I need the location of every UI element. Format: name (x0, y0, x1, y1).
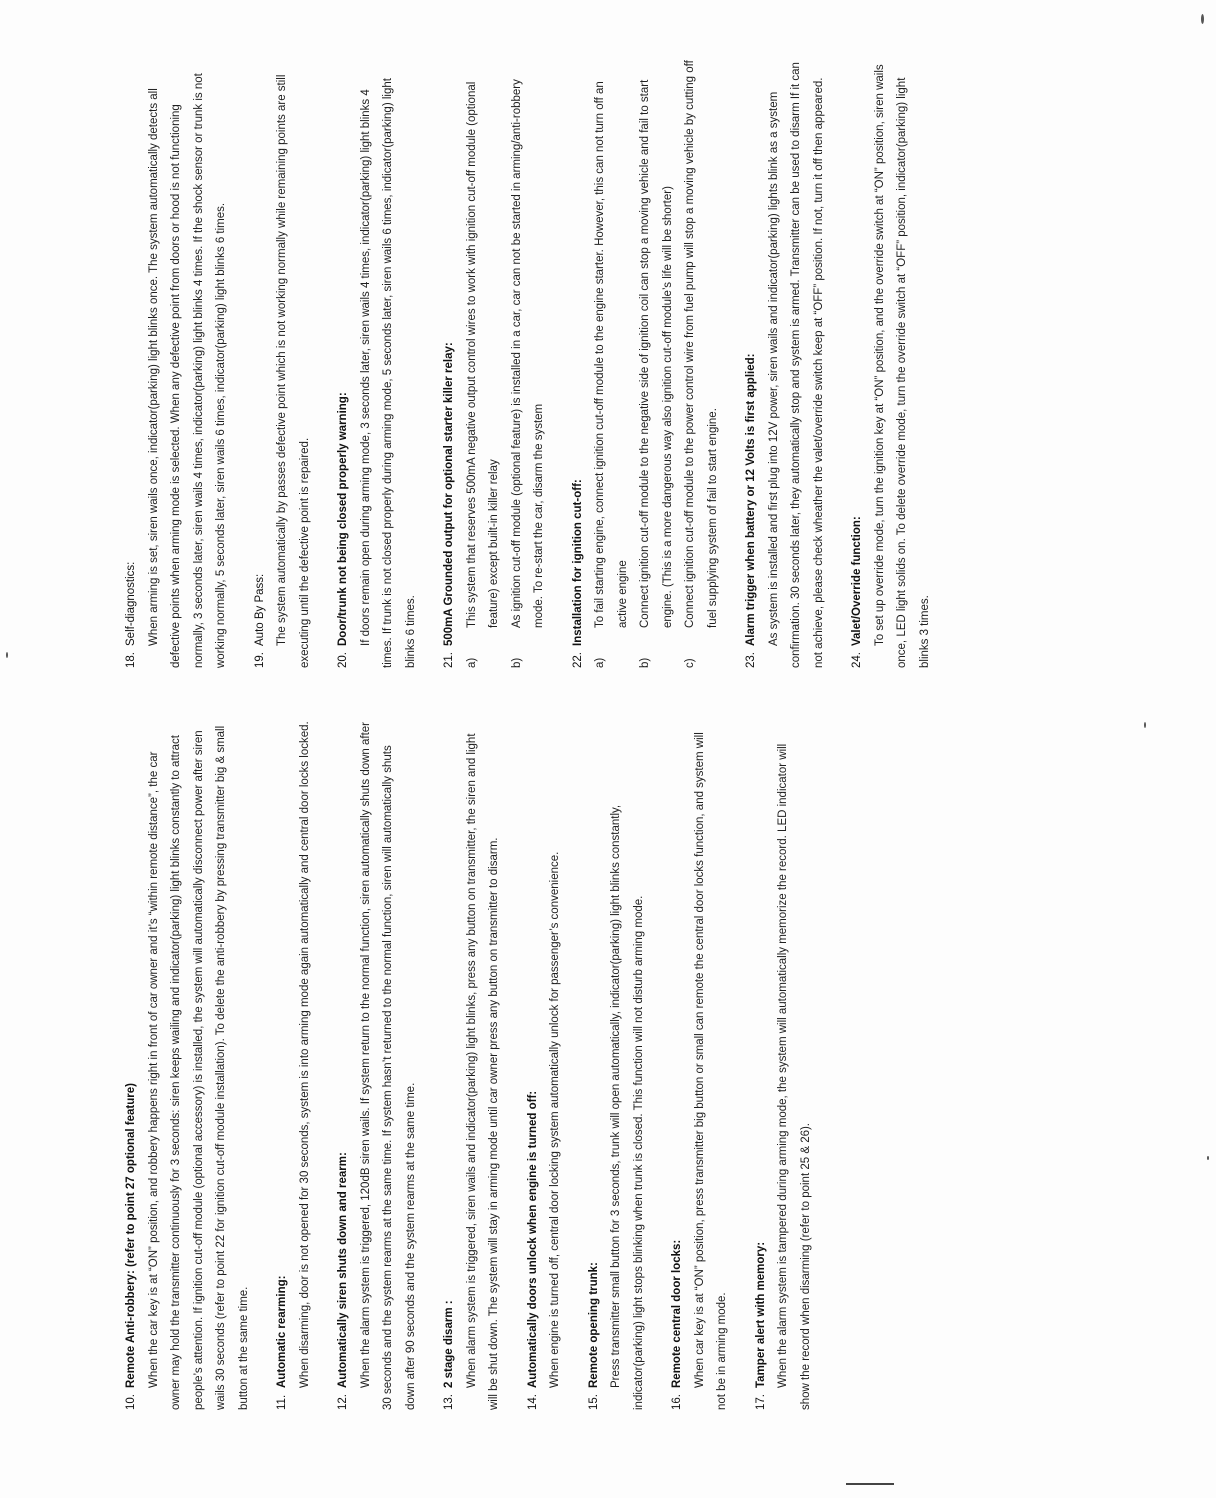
section-heading (438, 718, 461, 1410)
section-number: 15. (587, 1394, 600, 1410)
section-12 (332, 718, 422, 1410)
section-body: Press transmitter small button for 3 seconds, trunk will open automatically, indicator(parking) light blinks constantly, indicator(parking) light stops blinking when trunk is closed. This function will not disturb arming mode. (610, 804, 645, 1410)
section-title: Tamper alert with memory: (754, 1241, 767, 1388)
section-body: If doors remain open during arming mode, 3 seconds later, siren wails 4 times, indicator(parking) light blinks 4 times. If trunk is not closed properly during arming mode, 5 seconds later, siren wails 6 times, indicator(parking) light blinks 6 times. (359, 78, 417, 668)
section-number: 22. (571, 652, 584, 668)
section-number: 18. (125, 652, 137, 668)
section-14 (522, 718, 567, 1410)
section-heading (583, 718, 606, 1410)
section-20 (332, 56, 422, 668)
section-heading (120, 56, 143, 668)
section-title: Valet/Override function: (851, 516, 863, 646)
section-21 (438, 56, 551, 668)
section-heading (438, 56, 461, 668)
list-item (506, 56, 551, 668)
section-body: When alarm system is triggered, siren wails and indicator(parking) light blinks, press any button on transmitter, the siren and light will be shut down. The system will stay in arming mode until car owner press any button on transmitter to disarm. (465, 733, 500, 1410)
section-title: Automatically siren shuts down and rearm: (337, 1152, 349, 1388)
section-heading (740, 56, 763, 668)
section-number: 11. (276, 1394, 288, 1410)
section-heading (846, 56, 869, 668)
list-item-text: This system that reserves 500mA negative output control wires to work with ignition cut-off module (optional feature) except built-in killer relay (465, 81, 500, 628)
section-16 (666, 718, 734, 1410)
section-number: 20. (337, 652, 349, 668)
section-title: Installation for ignition cut-off: (571, 479, 584, 646)
section-number: 14. (526, 1394, 539, 1410)
section-number: 17. (754, 1394, 767, 1410)
section-body: When the alarm system is tampered during arming mode, the system will automatically memorize the record. LED indicator will show the record when disarming (refer to point 25 & 26). (777, 743, 812, 1410)
section-number: 24. (851, 652, 863, 668)
section-19 (249, 56, 317, 668)
scan-line (846, 1483, 894, 1485)
section-title: Auto By Pass: (253, 573, 266, 646)
section-title: Remote central door locks: (671, 1239, 683, 1388)
list-item-label: c) (684, 658, 696, 668)
list-item-text: Connect ignition cut-off module to the negative side of ignition coil can stop a moving vehicle and fail to start engine. (This is a more dangerous way also ignition cut-off module’s life will be shorter) (639, 79, 674, 628)
scan-speck (1144, 722, 1146, 728)
section-heading (750, 718, 773, 1410)
section-heading (567, 56, 590, 668)
section-11 (271, 718, 316, 1410)
section-heading (332, 718, 355, 1410)
section-22 (567, 56, 725, 668)
section-title: Self-diagnostics: (125, 561, 137, 646)
left-column (120, 718, 833, 1410)
section-title: 2 stage disarm : (443, 1300, 455, 1388)
list-item (634, 56, 679, 668)
section-body: As system is installed and first plug into 12V power, siren wails and indicator(parking) lights blink as a system confirmation. 30 seconds later, they automatically stop and system is armed. Transmitter can be used to disarm If it can not achieve, please check wheather the valet/override switch keep at “OFF” position. If not, turn it off then appeared. (767, 62, 825, 668)
list-item-text: To fail starting engine, connect ignition cut-off module to the engine starter. However, this can not turn off an active engine (594, 81, 629, 628)
section-title: Automatically doors unlock when engine is turned off: (526, 1090, 539, 1388)
list-item-label: b) (510, 657, 523, 668)
list-item-label: a) (594, 657, 606, 668)
section-number: 21. (443, 652, 455, 668)
section-body: When the alarm system is triggered, 120dB siren wails. If system return to the normal function, siren automatically shuts down after 30 seconds and the system rearms at the same time. If system hasn’t returned to the normal function, siren will automatically shuts down after 90 seconds and the system rearms at the same time. (359, 721, 417, 1410)
section-heading (271, 718, 294, 1410)
section-title: Remote opening trunk: (587, 1262, 600, 1388)
scan-speck (1201, 14, 1204, 24)
scan-speck (1207, 1156, 1209, 1160)
section-heading (332, 56, 355, 668)
section-number: 23. (745, 652, 757, 668)
section-10 (120, 718, 255, 1410)
section-title: Remote Anti-robbery: (refer to point 27 optional feature) (125, 1083, 137, 1388)
section-18 (120, 56, 233, 668)
section-number: 10. (125, 1394, 137, 1410)
list-item-text: Connect ignition cut-off module to the power control wire from fuel pump will stop a moving vehicle by cutting off fuel supplying system of fail to start engine. (684, 60, 719, 628)
list-item-text: As ignition cut-off module (optional feature) is installed in a car, car can not be started in arming/anti-robbery mode. To re-start the car, disarm the system (510, 79, 545, 628)
section-title: Door/trunk not being closed properly warning: (337, 392, 349, 646)
section-body: The system automatically by passes defective point which is not working normally while remaining points are still executing until the defective point is repaired. (276, 74, 311, 668)
section-number: 16. (671, 1394, 683, 1410)
list-item (589, 56, 634, 668)
section-number: 13. (443, 1394, 455, 1410)
section-number: 12. (337, 1394, 349, 1410)
section-heading (666, 718, 689, 1410)
section-24 (846, 56, 936, 668)
list-item (461, 56, 506, 668)
section-body: When arming is set, siren wails once, indicator(parking) light blinks once. The system automatically detects all defective points when arming mode is selected. When any defective point from doors or hood is not functioning normally, 3 seconds later, siren wails 4 times, indicator(parking) light blinks 4 times. If the shock sensor or trunk is not working normally, 5 seconds later, siren wails 6 times, indicator(parking) light blinks 6 times. (147, 73, 227, 668)
section-body: When the car key is at “ON” position, and robbery happens right in front of car owner and it’s “within remote distance”, the car owner may hold the transmitter continuously for 3 seconds: siren keeps wailing and indicator(parking) light blinks constantly to attract people’s attention. If ignition cut-off module (optional accessory) is installed, the system will automatically disconnect power after siren wails 30 seconds (refer to point 22 for ignition cut-off module installation). To delete the anti-robbery by pressing transmitter big & small button at the same time. (147, 725, 250, 1410)
section-heading (249, 56, 272, 668)
section-title: Alarm trigger when battery or 12 Volts is first applied: (745, 353, 757, 646)
section-title: 500mA Grounded output for optional starter killer relay: (443, 342, 455, 646)
section-17 (750, 718, 818, 1410)
section-heading (120, 718, 143, 1410)
section-body: To set up override mode, turn the ignition key at “ON” position, and the override switch at “ON” position, siren wails once, LED light solids on. To delete override mode, turn the override switch at “OFF” position, indicator(parking) light blinks 3 times. (873, 64, 931, 668)
section-number: 19. (253, 652, 266, 668)
list-item (679, 56, 724, 668)
section-body: When disarming, door is not opened for 30 seconds, system is into arming mode again automatically and central door locks locked. (298, 721, 311, 1388)
right-column (120, 56, 952, 668)
list-item-label: a) (465, 657, 478, 668)
right-sections (120, 56, 936, 668)
section-body: When engine is turned off, central door locking system automatically unlock for passenger’s convenience. (549, 851, 561, 1388)
left-sections (120, 718, 817, 1410)
section-13 (438, 718, 506, 1410)
scan-speck (6, 652, 8, 658)
section-15 (583, 718, 651, 1410)
section-title: Automatic rearming: (276, 1275, 288, 1388)
list-item-label: b) (639, 657, 651, 668)
section-23 (740, 56, 830, 668)
section-body: When car key is at “ON” position, press transmitter big button or small can remote the central door locks function, and system will not be in arming mode. (693, 732, 728, 1410)
section-heading (522, 718, 545, 1410)
